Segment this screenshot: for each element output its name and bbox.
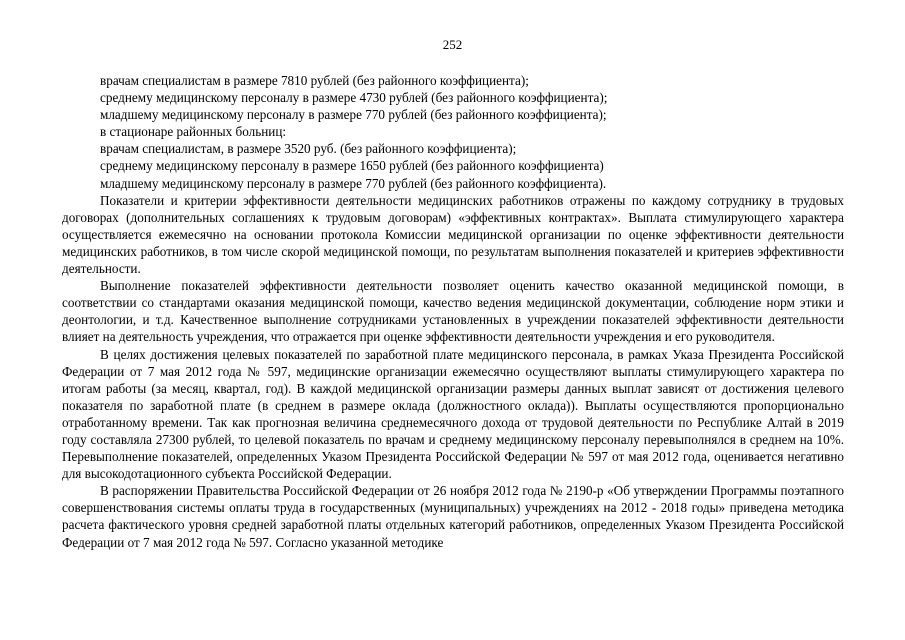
hospital-line-specialists: врачам специалистам, в размере 3520 руб. (без районного коэффициента); bbox=[100, 141, 517, 157]
paragraph-target-indicators: В целях достижения целевых показателей по заработной плате медицинского персонала, в рамках Указа Президента Российской Федерации от 7 мая 2012 года № 597, медицинские организации ежемесячно осуществляют выплаты стимулирующего характера по итогам работы (за месяц, квартал, год). В каждой медицинской организации размеры данных выплат зависят от достижения целевого показателя по заработной плате (в среднем в размере оклада (должностного оклада)). Выплаты осуществляются пропорционально отработанному времени. Так как прогнозная величина среднемесячного дохода от трудовой деятельности по Республике Алтай в 2019 году составляла 27300 рублей, то целевой показатель по врачам и среднему медицинскому персоналу перевыполнялся в среднем на 10%. Перевыполнение показателей, определенных Указом Президента Российской Федерации № 597 от мая 2012 года, оценивается негативно для высокодотационного субъекта Российской Федерации. bbox=[62, 346, 844, 482]
hospital-line-mid-staff: среднему медицинскому персоналу в размере 1650 рублей (без районного коэффициента) bbox=[100, 158, 604, 174]
hospital-line-junior-staff: младшему медицинскому персоналу в размере 770 рублей (без районного коэффициента). bbox=[100, 175, 607, 191]
salary-line-junior-staff: младшему медицинскому персоналу в размере 770 рублей (без районного коэффициента); bbox=[100, 107, 607, 123]
paragraph-government-order: В распоряжении Правительства Российской Федерации от 26 ноября 2012 года № 2190-р «Об утверждении Программы поэтапного совершенствования системы оплаты труда в государственных (муниципальных) учреждениях на 2012 - 2018 годы» приведена методика расчета фактического уровня средней заработной платы отдельных категорий работников, определенных Указом Президента Российской Федерации от 7 мая 2012 года № 597. Согласно указанной методике bbox=[62, 483, 844, 550]
paragraph-quality-assessment: Выполнение показателей эффективности деятельности позволяет оценить качество оказанной медицинской помощи, в соответствии со стандартами оказания медицинской помощи, качество ведения медицинской документации, соблюдение норм этики и деонтологии, и т.д. Качественное выполнение сотрудниками установленных в учреждении показателей эффективности деятельности влияет на деятельность учреждения, что отражается при оценке эффективности деятельности учреждения и его руководителя. bbox=[62, 278, 844, 345]
paragraph-performance-criteria: Показатели и критерии эффективности деятельности медицинских работников отражены по каждому сотруднику в трудовых договорах (дополнительных соглашениях к трудовым договорам) «эффективных контрактах». Выплата стимулирующего характера осуществляется ежемесячно на основании протокола Комиссии медицинской организации по оценке эффективности деятельности медицинских работников, в том числе скорой медицинской помощи, по результатам выполнения показателей и критериев эффективности деятельности. bbox=[62, 192, 844, 277]
document-body bbox=[62, 72, 844, 551]
page-number: 252 bbox=[442, 37, 463, 52]
salary-line-mid-staff: среднему медицинскому персоналу в размере 4730 рублей (без районного коэффициента); bbox=[100, 90, 608, 106]
hospital-subheading: в стационаре районных больниц: bbox=[100, 124, 287, 140]
salary-line-specialists: врачам специалистам в размере 7810 рублей (без районного коэффициента); bbox=[100, 73, 529, 88]
